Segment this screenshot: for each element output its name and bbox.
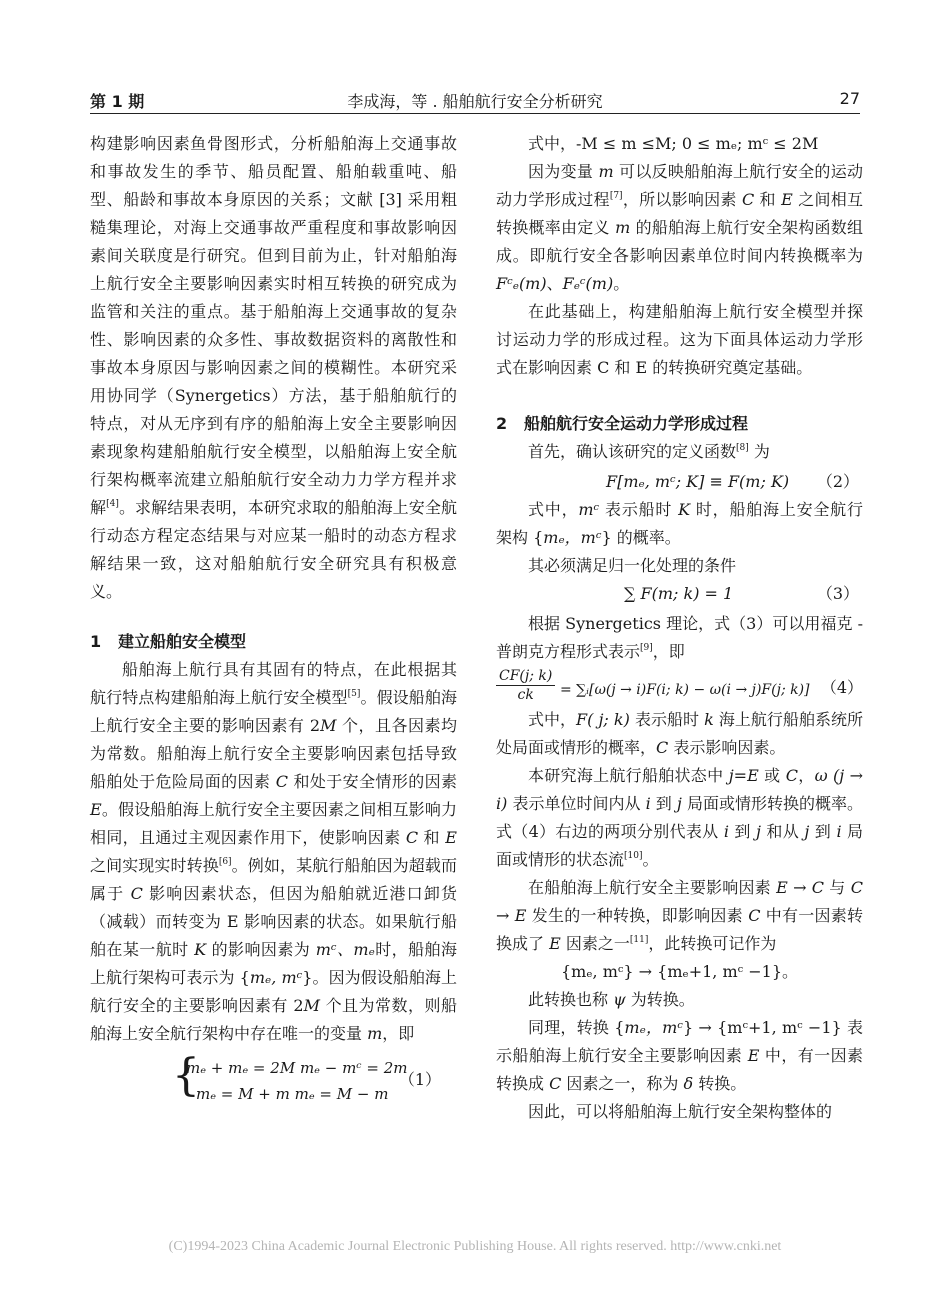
paragraph-variable-m: 因为变量 m 可以反映船舶海上航行安全的运动动力学形成过程[7]，所以影响因素 C 和 E 之间相互转换概率由定义 m 的船舶海上航行安全架构函数组成。即航行安全各影响因素单位时间内转换概率为 Fᶜₑ(m)、Fₑᶜ(m)。: [496, 162, 863, 293]
issue-number: 第 1 期: [90, 92, 145, 111]
paragraph-where-3: 式中，F( j; k) 表示船时 k 海上航行船舶系统所处局面或情形的概率，C 表示影响因素。: [496, 710, 863, 757]
paragraph-therefore: 因此，可以将船舶海上航行安全架构整体的: [528, 1102, 833, 1121]
equation-3-number: （3）: [816, 584, 859, 603]
paragraph-transition: 在船舶海上航行安全主要影响因素 E → C 与 C → E 发生的一种转换，即影响因素 C 中有一因素转换成了 E 因素之一[11]，此转换可记作为: [496, 878, 864, 953]
equation-2-body: F[mₑ, mᶜ; K] ≡ F(m; K): [606, 472, 790, 491]
brace-symbol: {: [172, 1050, 200, 1101]
page-number: 27: [839, 89, 860, 108]
section-2-heading: 2 船舶航行安全运动力学形成过程: [496, 414, 749, 433]
spacer: [90, 606, 457, 628]
equation-2-number: （2）: [816, 472, 859, 491]
equation-4-rhs: = ∑ᵢ[ω(j → i)F(i; k) − ω(i → j)F(j; k)]: [560, 682, 810, 698]
paragraph-delta: 同理，转换 {mₑ，mᶜ} → {mᶜ+1, mᶜ −1} 表示船舶海上航行安全主要影响因素 E 中，有一因素转换成 C 因素之一，称为 δ 转换。: [496, 1018, 863, 1093]
equation-1-row-2: mₑ = M + m mₑ = M − m: [196, 1085, 389, 1103]
equation-4: [496, 666, 863, 706]
spacer: [496, 382, 863, 410]
equation-2: [496, 466, 863, 496]
equation-3-body: ∑ F(m; k) = 1: [624, 584, 734, 603]
equation-4-fraction: [496, 668, 555, 703]
paragraph-where-2: 式中，mᶜ 表示船时 K 时，船舶海上安全航行架构 {mₑ，mᶜ} 的概率。: [496, 500, 863, 547]
paragraph-definition: 首先，确认该研究的定义函数[8] 为: [528, 442, 770, 461]
running-title: 李成海，等 . 船舶航行安全分析研究: [347, 92, 603, 111]
equation-4-denominator: ck: [517, 687, 534, 703]
equation-5: {mₑ, mᶜ} → {mₑ+1, mᶜ −1}。: [560, 962, 799, 981]
equation-1-number: （1）: [398, 1070, 441, 1089]
running-header: [90, 86, 860, 112]
paragraph-state: 本研究海上航行船舶状态中 j=E 或 C，ω (j → i) 表示单位时间内从 i 到 j 局面或情形转换的概率。式（4）右边的两项分别代表从 i 到 j 和从 j 到 i 局面或情形的状态流[10]。: [496, 766, 863, 869]
paragraph-normalization: 其必须满足归一化处理的条件: [528, 556, 737, 575]
copyright-footer: (C)1994-2023 China Academic Journal Electronic Publishing House. All rights reserved. http://www.cnki.net: [168, 1239, 782, 1254]
header-rule: [90, 113, 860, 114]
paragraph-where-1: 式中，-M ≤ m ≤M; 0 ≤ mₑ; mᶜ ≤ 2M: [528, 134, 819, 153]
equation-3: [496, 580, 863, 610]
paragraph-psi: 此转换也称 ψ 为转换。: [528, 990, 695, 1009]
section-1-heading: 1 建立船舶安全模型: [90, 632, 247, 651]
equation-1: [90, 1050, 457, 1112]
equation-4-numerator: CF(j; k): [496, 668, 555, 686]
left-column: [90, 130, 457, 1112]
equation-1-row-1: mₑ + mₑ = 2M mₑ − mᶜ = 2m: [186, 1059, 408, 1077]
equation-4-number: （4）: [820, 678, 863, 697]
paragraph-model: 船舶海上航行具有其固有的特点，在此根据其航行特点构建船舶海上航行安全模型[5]。假设船舶海上航行安全主要的影响因素有 2M 个，且各因素均为常数。船舶海上航行安全主要影响因素包括导致船舶处于危险局面的因素 C 和处于安全情形的因素 E。假设船舶海上航行安全主要因素之间相互影响力相同，且通过主观因素作用下，使影响因素 C 和 E 之间实现实时转换[6]。例如，某航行船舶因为超载而属于 C 影响因素状态，但因为船舶就近港口卸货（减载）而转变为 E 影响因素的状态。如果航行船舶在某一航时 K 的影响因素为 mᶜ、mₑ时，船舶海上航行架构可表示为 {mₑ, mᶜ}。因为假设船舶海上航行安全的主要影响因素有 2M 个且为常数，则船舶海上安全航行架构中存在唯一的变量 m，即: [90, 660, 457, 1043]
paragraph-basis: 在此基础上，构建船舶海上航行安全模型并探讨运动力学的形成过程。这为下面具体运动力学形式在影响因素 C 和 E 的转换研究奠定基础。: [496, 302, 863, 377]
paragraph-intro-continued: 构建影响因素鱼骨图形式，分析船舶海上交通事故和事故发生的季节、船员配置、船舶载重吨、船型、船龄和事故本身原因的关系；文献 [3] 采用粗糙集理论，对海上交通事故严重程度和事故影响因素间关联度是行研究。但到目前为止，针对船舶海上航行安全主要影响因素实时相互转换的研究成为监管和关注的重点。基于船舶海上交通事故的复杂性、影响因素的众多性、事故数据资料的离散性和事故本身原因与影响因素之间的模糊性。本研究采用协同学（Synergetics）方法，基于船舶航行的特点，对从无序到有序的船舶海上安全主要影响因素现象构建船舶航行安全模型，以船舶海上安全航行架构概率流建立船舶航行安全动力力学方程并求解[4]。求解结果表明，本研究求取的船舶海上安全航行动态方程定态结果与对应某一船时的动态方程求解结果一致，这对船舶航行安全研究具有积极意义。: [90, 134, 457, 601]
paragraph-synergetics: 根据 Synergetics 理论，式（3）可以用福克 - 普朗克方程形式表示[9]，即: [496, 614, 863, 661]
right-column: [496, 130, 863, 1126]
